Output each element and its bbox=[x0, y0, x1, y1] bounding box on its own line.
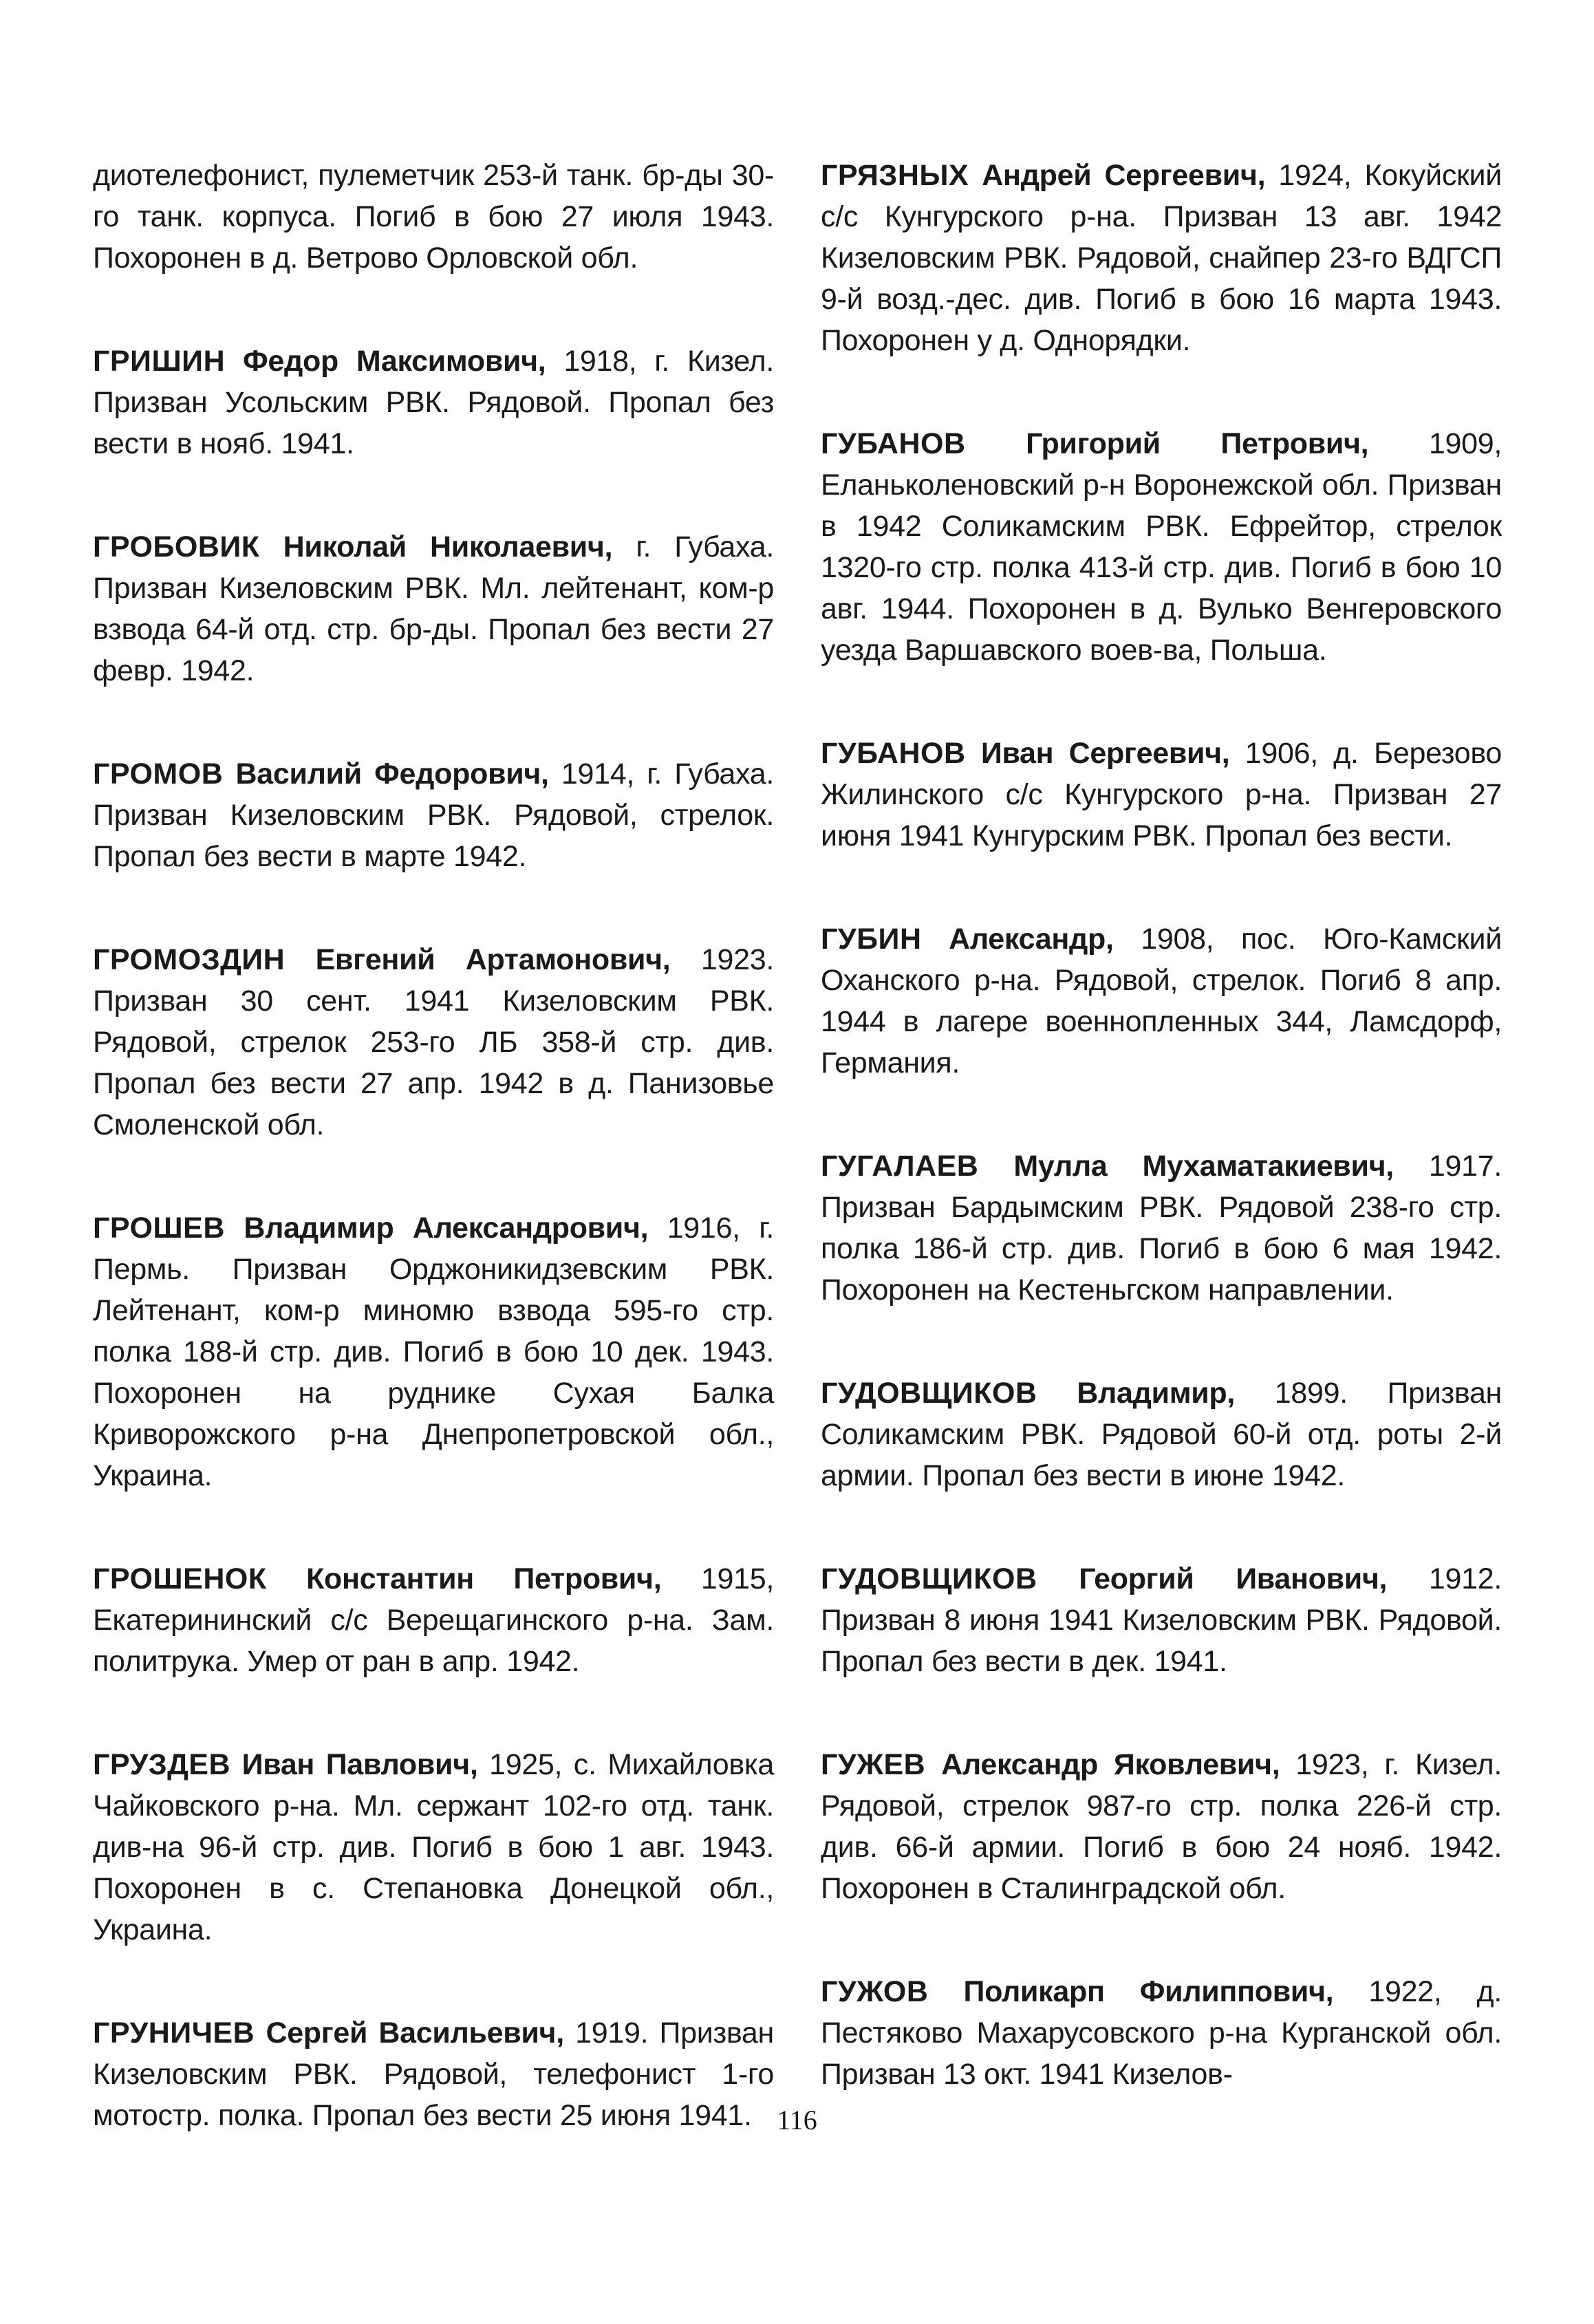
entry-given-name: Иван Сергеевич, bbox=[980, 737, 1230, 770]
entry bbox=[821, 733, 1502, 857]
entry bbox=[821, 423, 1502, 671]
entry-surname: ГУЖОВ bbox=[821, 1975, 929, 2008]
entry-text: 1908, пос. Юго-Камский Оханского р-на. Рядовой, стрелок. Погиб 8 апр. 1944 в лагере военнопленных 344, Ламсдорф, Германия. bbox=[821, 923, 1502, 1079]
entry-surname: ГРУНИЧЕВ bbox=[93, 2016, 255, 2049]
entry-given-name: Александр, bbox=[949, 923, 1114, 956]
entry-surname: ГУДОВЩИКОВ bbox=[821, 1562, 1037, 1595]
left-column bbox=[93, 155, 774, 2198]
page-number: 116 bbox=[777, 2105, 817, 2135]
entry-given-name: Григорий Петрович, bbox=[1026, 427, 1369, 460]
entry-surname: ГУБАНОВ bbox=[821, 427, 966, 460]
entry-given-name: Николай Николаевич, bbox=[283, 530, 613, 563]
entry bbox=[93, 1744, 774, 1950]
entry-text: 1917. Призван Бардымским РВК. Рядовой 238-го стр. полка 186-й стр. див. Погиб в бою 6 мая 1942. Похоронен на Кестеньгском направлении. bbox=[821, 1150, 1502, 1306]
entry-surname: ГУБИН bbox=[821, 923, 922, 956]
entry-surname: ГУДОВЩИКОВ bbox=[821, 1377, 1037, 1410]
entry bbox=[821, 918, 1502, 1084]
entry-given-name: Андрей Сергеевич, bbox=[982, 159, 1266, 192]
entry bbox=[821, 1558, 1502, 1682]
entry bbox=[821, 1145, 1502, 1311]
entry-text: 1912. Призван 8 июня 1941 Кизеловским РВК. Рядовой. Пропал без вести в дек. 1941. bbox=[821, 1562, 1502, 1678]
entry-given-name: Константин Петрович, bbox=[306, 1562, 662, 1595]
entry bbox=[93, 1558, 774, 1682]
entry-text: 1909, Еланьколеновский р-н Воронежской обл. Призван в 1942 Соликамским РВК. Ефрейтор, стрелок 1320-го стр. полка 413-й стр. див. Погиб в бою 10 авг. 1944. Похоронен в д. Вулько Венгеровского уезда Варшавского воев-ва, Польша. bbox=[821, 427, 1503, 667]
entry-given-name: Георгий Иванович, bbox=[1079, 1562, 1388, 1595]
entry-surname: ГРОМОЗДИН bbox=[93, 943, 286, 976]
right-column bbox=[821, 155, 1502, 2157]
entry-surname: ГУГАЛАЕВ bbox=[821, 1150, 979, 1183]
entry-given-name: Василий Федорович, bbox=[235, 757, 549, 790]
entry bbox=[821, 1744, 1502, 1909]
entry-text: 1916, г. Пермь. Призван Орджоникидзевским РВК. Лейтенант, ком-р миномю взвода 595-го стр. полка 188-й стр. див. Погиб в бою 10 дек. 1943. Похоронен на руднике Сухая Балка Криворожского р-на Днепропетровской обл., Украина. bbox=[93, 1212, 774, 1492]
entry-given-name: Поликарп Филиппович, bbox=[963, 1975, 1334, 2008]
entry-surname: ГРЯЗНЫХ bbox=[821, 159, 969, 192]
entry bbox=[93, 1207, 774, 1496]
entry-text: 1923. Призван 30 сент. 1941 Кизеловским РВК. Рядовой, стрелок 253-го ЛБ 358-й стр. див. Пропал без вести 27 апр. 1942 в д. Панизовье Смоленской обл. bbox=[93, 943, 774, 1141]
entry-surname: ГУБАНОВ bbox=[821, 737, 966, 770]
entry-text: г. Губаха. Призван Кизеловским РВК. Мл. лейтенант, ком-р взвода 64-й отд. стр. бр-ды. Пропал без вести 27 февр. 1942. bbox=[93, 530, 775, 687]
entry-surname: ГРУЗДЕВ bbox=[93, 1748, 231, 1781]
entry-surname: ГРОШЕНОК bbox=[93, 1562, 267, 1595]
entry-text: 1918, г. Кизел. Призван Усольским РВК. Рядовой. Пропал без вести в нояб. 1941. bbox=[93, 345, 774, 460]
entry-surname: ГРОШЕВ bbox=[93, 1212, 225, 1245]
entry-text: 1925, с. Михайловка Чайковского р-на. Мл. сержант 102-го отд. танк. див-на 96-й стр. див. Погиб в бою 1 авг. 1943. Похоронен в с. Степановка Донецкой обл., Украина. bbox=[93, 1748, 774, 1946]
entry-given-name: Федор Максимович, bbox=[243, 345, 546, 378]
entry-surname: ГРИШИН bbox=[93, 345, 226, 378]
entry-surname: ГРОМОВ bbox=[93, 757, 224, 790]
entry bbox=[93, 526, 774, 691]
entry-text: 1914, г. Губаха. Призван Кизеловским РВК. Рядовой, стрелок. Пропал без вести в марте 1942. bbox=[93, 757, 774, 873]
entry-text: диотелефонист, пулеметчик 253-й танк. бр-ды 30-го танк. корпуса. Погиб в бою 27 июля 1943. Похоронен в д. Ветрово Орловской обл. bbox=[93, 159, 774, 275]
entry-continuation bbox=[93, 155, 774, 279]
entry-given-name: Евгений Артамонович, bbox=[315, 943, 671, 976]
entry-surname: ГРОБОВИК bbox=[93, 530, 260, 563]
entry-text: 1919. Призван Кизеловским РВК. Рядовой, телефонист 1-го мотостр. полка. Пропал без вести 25 июня 1941. bbox=[93, 2016, 774, 2132]
entry bbox=[93, 939, 774, 1145]
entry-text: 1906, д. Березово Жилинского с/с Кунгурского р-на. Призван 27 июня 1941 Кунгурским РВК. Пропал без вести. bbox=[821, 737, 1502, 852]
entry bbox=[821, 1373, 1502, 1496]
entry-text: 1924, Кокуйский с/с Кунгурского р-на. Призван 13 авг. 1942 Кизеловским РВК. Рядовой, снайпер 23-го ВДГСП 9-й возд.-дес. див. Погиб в бою 16 марта 1943. Похоронен у д. Однорядки. bbox=[821, 159, 1502, 357]
entry bbox=[821, 155, 1502, 361]
entry-surname: ГУЖЕВ bbox=[821, 1748, 926, 1781]
entry-given-name: Иван Павлович, bbox=[241, 1748, 478, 1781]
entry-given-name: Александр Яковлевич, bbox=[941, 1748, 1280, 1781]
entry-given-name: Владимир Александрович, bbox=[244, 1212, 649, 1245]
entry bbox=[821, 1971, 1502, 2095]
entry-text: 1923, г. Кизел. Рядовой, стрелок 987-го стр. полка 226-й стр. див. 66-й армии. Погиб в бою 24 нояб. 1942. Похоронен в Сталинградской обл. bbox=[821, 1748, 1502, 1905]
entry-text: 1922, д. Пестяково Махарусовского р-на Курганской обл. Призван 13 окт. 1941 Кизелов- bbox=[821, 1975, 1502, 2091]
entry-text: 1899. Призван Соликамским РВК. Рядовой 60-й отд. роты 2-й армии. Пропал без вести в июне 1942. bbox=[821, 1377, 1503, 1492]
entry bbox=[93, 753, 774, 877]
entry bbox=[93, 341, 774, 464]
entry-text: 1915, Екатерининский с/с Верещагинского р-на. Зам. политрука. Умер от ран в апр. 1942. bbox=[93, 1562, 775, 1678]
entry-given-name: Сергей Васильевич, bbox=[266, 2016, 564, 2049]
entry-given-name: Мулла Мухаматакиевич, bbox=[1013, 1150, 1394, 1183]
entry-given-name: Владимир, bbox=[1077, 1377, 1236, 1410]
